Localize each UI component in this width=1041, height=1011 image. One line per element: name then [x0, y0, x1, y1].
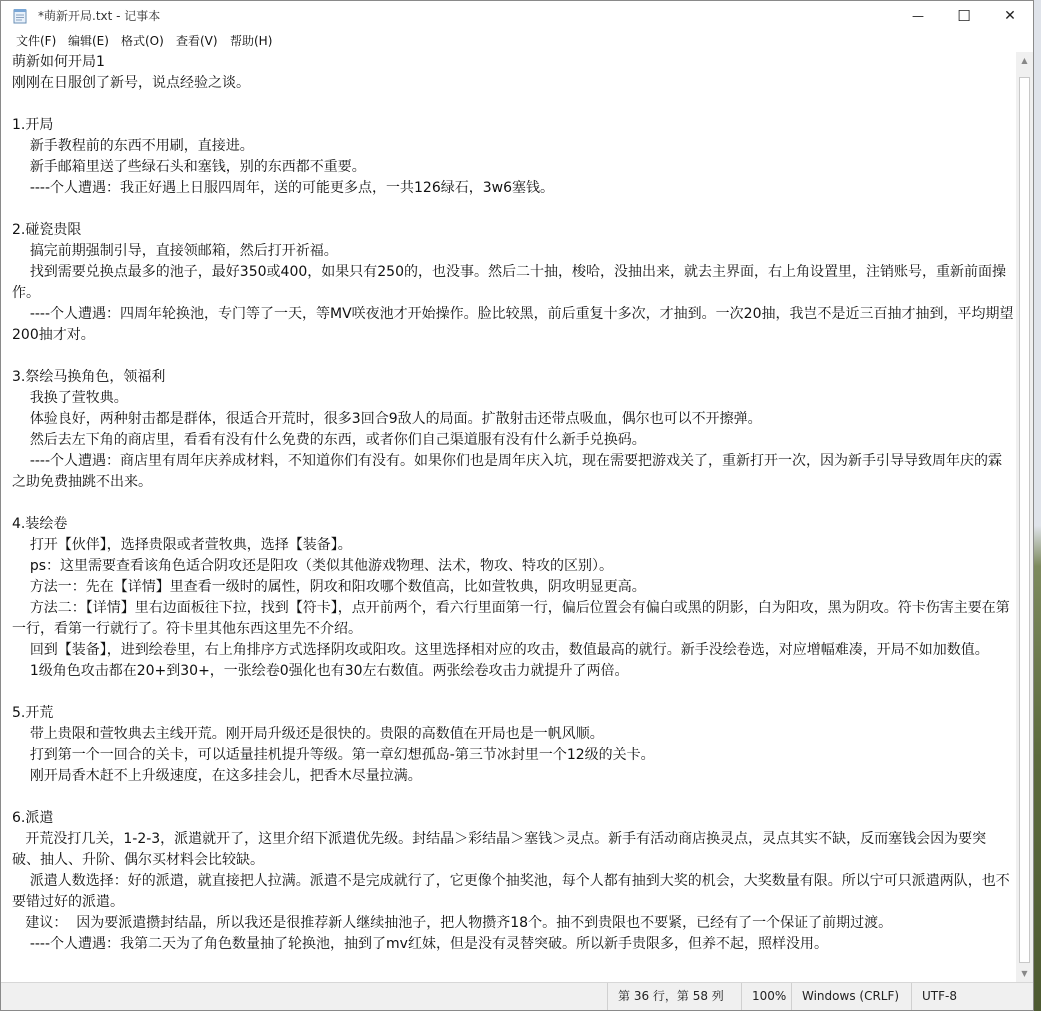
scroll-thumb[interactable]: [1019, 77, 1030, 963]
menu-help[interactable]: 帮助(H): [230, 34, 273, 48]
title-bar[interactable]: [1, 1, 1033, 31]
menu-bar: [1, 31, 1033, 52]
status-zoom: 100%: [741, 983, 791, 1010]
minimize-icon: —: [912, 9, 924, 23]
scroll-down-icon[interactable]: ▼: [1021, 969, 1028, 978]
menu-format[interactable]: 格式(O): [121, 34, 164, 48]
menu-view[interactable]: 查看(V): [176, 34, 218, 48]
menu-file[interactable]: 文件(F): [16, 34, 57, 48]
status-encoding: UTF-8: [911, 983, 1033, 1010]
document-text[interactable]: 萌新如何开局1 刚刚在日服创了新号，说点经验之谈。 1.开局 新手教程前的东西不用刷，直接进。 新手邮箱里送了些绿石头和塞钱，别的东西都不重要。 ----个人遭遇：我正好遇上日服四周年，送的可能更多点，一共126绿石，3w6塞钱。 2.碰瓷贵限 搞完前期强制引导，直接领邮箱，然后打开祈福。 找到需要兑换点最多的池子，最好350或400，如果只有250的，也没事。然后二十抽，梭哈，没抽出来，就去主界面，右上角设置里，注销账号，重新前面操作。 ----个人遭遇：四周年轮换池，专门等了一天，等MV咲夜池才开始操作。脸比较黑，前后重复十多次，才抽到。一次20抽，我岂不是近三百抽才抽到，平均期望200抽才对。 3.祭绘马换角色，领福利 我换了萱牧典。 体验良好，两种射击都是群体，很适合开荒时，很多3回合9敌人的局面。扩散射击还带点吸血，偶尔也可以不开擦弹。 然后去左下角的商店里，看看有没有什么免费的东西，或者你们自己渠道服有没有什么新手兑换码。 ----个人遭遇：商店里有周年庆养成材料，不知道你们有没有。如果你们也是周年庆入坑，现在需要把游戏关了，重新打开一次，因为新手引导导致周年庆的霖之助免费抽跳不出来。 4.装绘卷 打开【伙伴】，选择贵限或者萱牧典，选择【装备】。 ps：这里需要查看该角色适合阴攻还是阳攻（类似其他游戏物理、法术，物攻、特攻的区别）。 方法一：先在【详情】里查看一级时的属性，阴攻和阳攻哪个数值高，比如萱牧典，阴攻明显更高。 方法二：【详情】里右边面板往下拉，找到【符卡】，点开前两个，看六行里面第一行，偏后位置会有偏白或黑的阴影，白为阳攻，黑为阴攻。符卡伤害主要在第一行，看第一行就行了。符卡里其他东西这里先不介绍。 回到【装备】，进到绘卷里，右上角排序方式选择阴攻或阳攻。这里选择相对应的攻击，数值最高的就行。新手没绘卷选，对应增幅难凑，开局不如加数值。 1级角色攻击都在20+到30+，一张绘卷0强化也有30左右数值。两张绘卷攻击力就提升了两倍。 5.开荒 带上贵限和萱牧典去主线开荒。刚开局升级还是很快的。贵限的高数值在开局也是一帆风顺。 打到第一个一回合的关卡，可以适量挂机提升等级。第一章幻想孤岛-第三节冰封里一个12级的关卡。 刚开局香木赶不上升级速度，在这多挂会儿，把香木尽量拉满。 6.派遣 开荒没打几关，1-2-3，派遣就开了，这里介绍下派遣优先级。封结晶＞彩结晶＞塞钱＞灵点。新手有活动商店换灵点，灵点其实不缺，反而塞钱会因为要突破、抽人、升阶、偶尔买材料会比较缺。 派遣人数选择：好的派遣，就直接把人拉满。派遣不是完成就行了，它更像个抽奖池，每个人都有抽到大奖的机会，大奖数量有限。所以宁可只派遣两队，也不要错过好的派遣。 建议： 因为要派遣攒封结晶，所以我还是很推荐新人继续抽池子，把人物攒齐18个。抽不到贵限也不要紧，已经有了一个保证了前期过渡。 ----个人遭遇：我第二天为了角色数量抽了轮换池，抽到了mv红妹，但是没有灵替突破。所以新手贵限多，但养不起，照样没用。: [12, 54, 1014, 952]
notepad-app-icon: [12, 8, 28, 24]
status-bar: [1, 982, 1033, 1010]
close-icon: ✕: [1004, 8, 1016, 24]
scroll-up-icon[interactable]: ▲: [1021, 56, 1028, 65]
minimize-button[interactable]: [895, 1, 941, 31]
status-line-ending: Windows (CRLF): [791, 983, 911, 1010]
maximize-button[interactable]: [941, 1, 987, 31]
maximize-icon: ☐: [957, 7, 971, 25]
text-editor[interactable]: [1, 52, 1016, 982]
window-title: *萌新开局.txt - 记事本: [38, 9, 161, 23]
desktop-background: [1034, 0, 1041, 1011]
status-cursor-position: 第 36 行，第 58 列: [607, 983, 752, 1010]
vertical-scrollbar[interactable]: [1016, 52, 1033, 982]
menu-edit[interactable]: 编辑(E): [68, 34, 109, 48]
close-button[interactable]: [987, 1, 1033, 31]
